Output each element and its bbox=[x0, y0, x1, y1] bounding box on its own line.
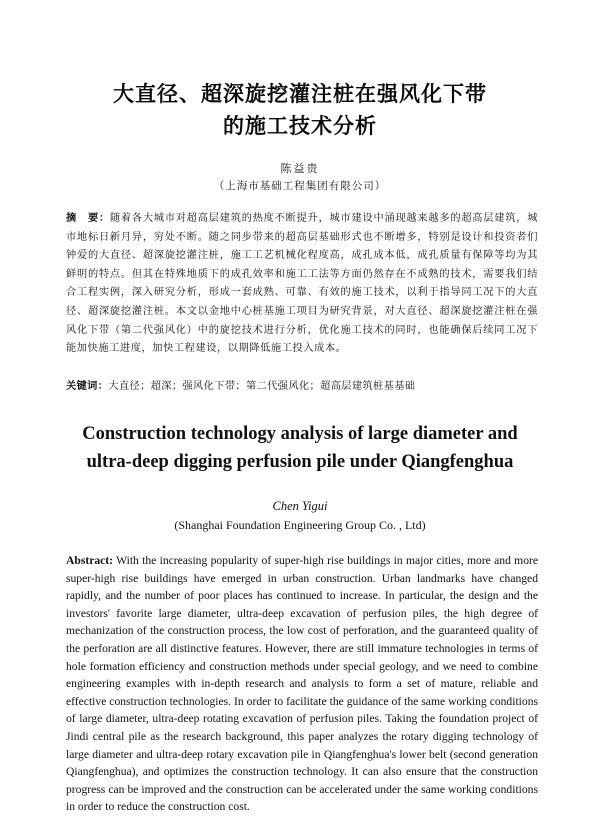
english-title-line-1: Construction technology analysis of large diameter and bbox=[82, 424, 518, 444]
chinese-title-line-2: 的施工技术分析 bbox=[223, 114, 377, 138]
chinese-author: 陈益贵 bbox=[280, 162, 320, 175]
chinese-keywords-text: 大直径；超深；强风化下带；第二代强风化；超高层建筑桩基基础 bbox=[108, 381, 416, 392]
chinese-keywords-label: 关键词： bbox=[66, 381, 109, 392]
english-author: Chen Yigui bbox=[272, 499, 328, 513]
chinese-abstract-label: 摘 要： bbox=[66, 213, 110, 224]
english-abstract-label: Abstract: bbox=[66, 554, 114, 567]
chinese-affiliation: （上海市基础工程集团有限公司） bbox=[213, 180, 387, 192]
chinese-abstract-text: 随着各大城市对超高层建筑的热度不断提升，城市建设中涌现越来越多的超高层建筑，城市地标日新月异，穷处不断。随之同步带来的超高层基础形式也不断增多，特别是设计和投资者们钟爱的大直径、超深旋挖灌注桩，施工工艺机械化程度高，成孔成本低，成孔质量有保障等均为其鲜明的特点。但其在特殊地质下的成孔效率和施工工法等方面仍然存在不成熟的技术，需要我们结合工程实例，深入研究分析，形成一套成熟、可靠、有效的施工技术，以利于指导同工况下的大直径、超深旋挖灌注桩。本文以金地中心桩基施工项目为研究背景，对大直径、超深旋挖灌注桩在强风化下带（第二代强风化）中的旋挖技术进行分析，优化施工技术的同时，也能确保后续同工况下能加快施工进度，加快工程建设，以期降低施工投入成本。 bbox=[66, 213, 538, 355]
english-title-line-2: ultra-deep digging perfusion pile under Qiangfenghua bbox=[86, 452, 514, 472]
chinese-abstract bbox=[66, 210, 538, 359]
chinese-keywords bbox=[66, 378, 538, 396]
english-abstract bbox=[66, 552, 538, 816]
english-abstract-text: With the increasing popularity of super-high rise buildings in major cities, more and more super-high rise buildings have emerged in urban construction. Urban landmarks have changed rapidly, and the number of poor places has continued to increase. In particular, the design and the investors' favorite large diameter, ultra-deep excavation of perfusion piles, the high degree of mechanization of the construction process, the low cost of perforation, and the guaranteed quality of the perforation are all distinctive features. However, there are still immature technologies in terms of hole formation efficiency and construction methods under special geology, and we need to combine engineering examples with in-depth research and analysis to form a set of mature, reliable and effective construction technologies. In order to facilitate the guidance of the same working conditions of large diameter, ultra-deep rotating excavation of perfusion piles. Taking the foundation project of Jindi central pile as the research background, this paper analyzes the rotary digging technology of large diameter and ultra-deep rotary excavation pile in Qiangfenghua's lower belt (second generation Qiangfenghua), and optimizes the construction technology. It can also ensure that the construction progress can be improved and the construction can be accelerated under the same working conditions in order to reduce the construction cost. bbox=[66, 554, 538, 814]
chinese-title-line-1: 大直径、超深旋挖灌注桩在强风化下带 bbox=[113, 82, 487, 106]
english-affiliation: (Shanghai Foundation Engineering Group Co. , Ltd) bbox=[174, 518, 426, 532]
